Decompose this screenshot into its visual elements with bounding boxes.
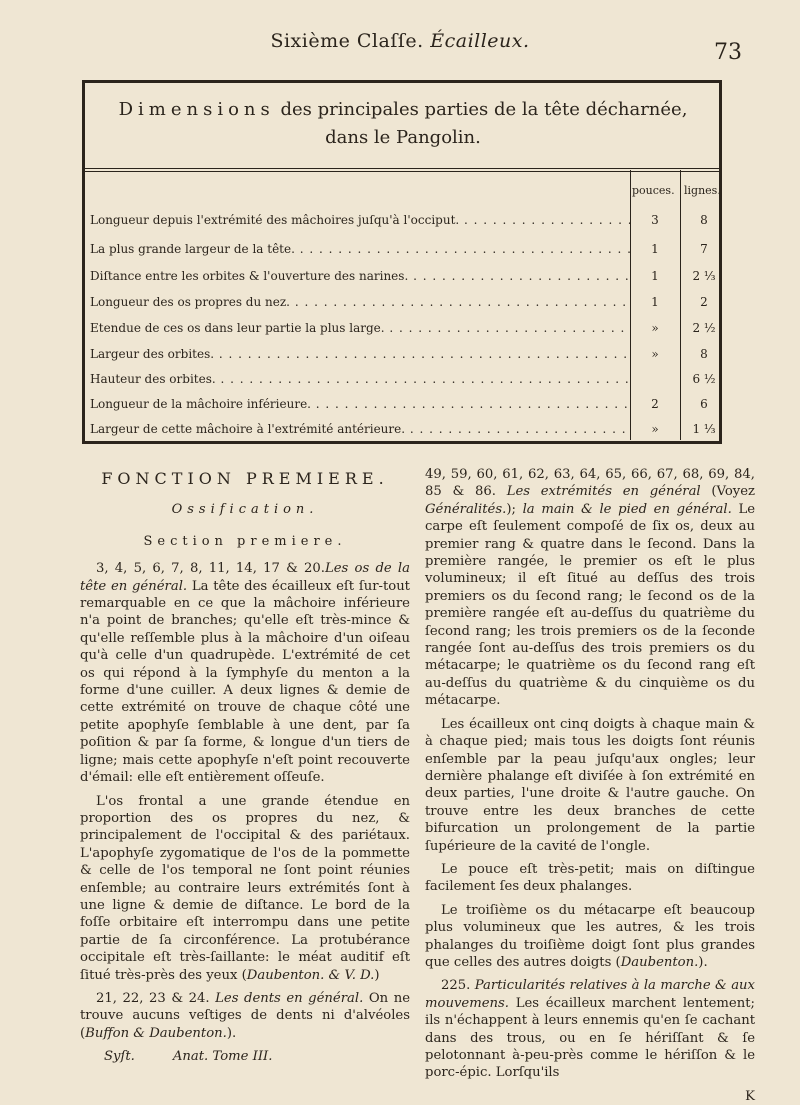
subject-italic: la main & le pied en général. [522,501,732,517]
row-lignes: 1 ⅓ [692,422,716,436]
right-column [425,466,755,1105]
paragraph [80,560,410,786]
reference-numbers: 225. [441,978,471,994]
table-header-rule-2 [85,171,719,172]
subject-italic: Les extrémités en général [506,484,701,500]
paragraph-text: Le pouce eſt très-petit; mais on diſtingue facilement ſes deux phalanges. [425,861,755,895]
table-title [98,96,708,152]
citation-italic: Buffon & Daubenton. [85,1025,227,1041]
row-label: Longueur des os propres du nez. . . . [90,290,630,314]
table-row [90,290,720,314]
table-row [90,208,720,232]
row-lignes: 6 ½ [692,372,716,386]
paragraph-text: On ne trouve aucuns veſtiges de dents ni d'alvéoles ( [80,990,410,1041]
signature-right: Anat. Tome III. [172,1049,273,1065]
paragraph [80,793,410,984]
row-lignes: 6 [700,397,708,411]
row-label: Diſtance entre les orbites & l'ouverture des narines. . . . [90,264,630,288]
row-label: Longueur de la mâchoire inférieure. . . . [90,392,630,416]
table-row [90,342,720,366]
column-header-lignes: lignes. [684,184,721,197]
table-row [90,237,720,261]
row-lignes: 8 [700,347,708,361]
reference-numbers: 3, 4, 5, 6, 7, 8, 11, 14, 17 & 20. [96,561,325,577]
row-pouces: » [651,321,659,335]
row-pouces: 2 [651,397,659,411]
paragraph-text: Les écailleux ont cinq doigts à chaque main & à chaque pied; mais tous les doigts ſont réunis enſemble par la peau juſqu'aux ongles; leur dernière phalange eſt diviſée à ſon extrémité en deux parties, l'une droite & l'autre gauche. On trouve entre les deux branches de cette bifurcation un prolongement de la partie ſupérieure de la cavité de l'ongle. [425,716,755,854]
row-label: La plus grande largeur de la tête. . . . [90,237,630,261]
paren-text: (Voyez [711,484,755,500]
signature-left: Syſt. [104,1049,135,1065]
row-pouces: » [651,347,659,361]
left-column [80,470,410,1066]
subject-italic: Les os de la tête en général. [80,561,410,594]
citation-italic: Daubenton. [620,954,699,970]
paragraph-text: L'os frontal a une grande étendue en proportion des os propres du nez, & principalement de l'occipital & des pariétaux. L'apophyſe zygomatique de l'os de la pommette & celle de l'os temporal ne ſont point réunies enſemble; au contraire leurs extrémités ſont à une ligne & demie de diſtance. Le bord de la foſſe orbitaire eſt interrompu dans une petite partie de ſa circonférence. La protubérance occipitale eſt très-ſaillante: le méat auditif eſt ſitué très-près des yeux ( [80,793,410,983]
table-title-rest: des principales parties de la tête décharnée, dans le Pangolin. [280,99,688,148]
table-row [90,417,720,441]
signature-line [80,1048,410,1065]
row-label: Etendue de ces os dans leur partie la plus large. . . . [90,316,630,340]
paragraph [425,716,755,855]
row-label: Largeur des orbites. . . . [90,342,630,366]
row-label: Longueur depuis l'extrémité des mâchoires juſqu'à l'occiput. . . . [90,208,630,232]
paragraph-end: ). [226,1025,237,1041]
row-pouces: 1 [651,295,659,309]
row-lignes: 8 [700,213,708,227]
running-head-text: Sixième Claſſe. [270,30,424,52]
table-row [90,316,720,340]
page-number: 73 [714,40,742,65]
paragraph-end: ) [374,967,380,983]
paragraph [425,902,755,972]
table-row [90,264,720,288]
reference-numbers: 49, 59, 60, 61, 62, 63, 64, 65, 66, 67, 68, 69, 84, 85 & 86. [425,467,755,500]
row-lignes: 2 ½ [692,321,716,335]
table-title-caps: Dimensions [118,99,275,120]
heading-fonction: FONCTION PREMIERE. [101,469,389,488]
table-row [90,392,720,416]
heading-section: Section premiere. [143,533,347,549]
subject-italic: Particularités relatives à la marche & aux mouvemens. [425,978,755,1011]
paragraph [425,977,755,1081]
row-lignes: 7 [700,242,708,256]
subject-italic: Les dents en général. [215,990,364,1006]
citation-italic: Daubenton. & V. D. [246,967,375,983]
paragraph-text: La tête des écailleux eſt ſur-tout remarquable en ce que la mâchoire inférieure n'a point de branches; qu'elle eſt très-mince & qu'elle reſſemble plus à la mâchoire d'un oiſeau qu'à celle d'un quadrupède. L'extrémité de cet os qui répond à la ſymphyſe du menton a la forme d'une cuiller. A deux lignes & demie de cette extrémité on trouve de chaque côté une petite apophyſe ſemblable à une dent, par ſa poſition & par ſa forme, & longue d'un tiers de ligne; mais cette apophyſe n'eſt point recouverte d'émail: elle eſt entièrement oſſeuſe. [80,578,410,786]
column-header-pouces: pouces. [632,184,675,197]
crossref-italic: Généralités. [425,501,507,517]
running-head-italic: Écailleux. [430,30,530,52]
row-lignes: 2 ⅓ [692,269,716,283]
paragraph [80,990,410,1042]
row-label: Hauteur des orbites. . . . [90,367,630,391]
row-pouces: 1 [651,269,659,283]
catchword: K [745,1088,755,1104]
row-label: Largeur de cette mâchoire à l'extrémité antérieure. . . . [90,417,630,441]
row-pouces: » [651,422,659,436]
paragraph [425,861,755,896]
table-header-rule [85,168,719,169]
paragraph-text: Le carpe eſt ſeulement compoſé de ſix os, deux au premier rang & quatre dans le ſecond. Dans la première rangée, le premier os eſt le plus volumineux; il eſt ſitué au deſſus des trois premiers os du ſecond rang; le ſecond os de la première rangée eſt au-deſſus du quatrième du ſecond rang; les trois premiers os de la ſeconde rangée ſont au-deſſus des trois premiers os du métacarpe; le quatrième os du ſecond rang eſt au-deſſus du quatrième & du cinquième os du métacarpe. [425,501,755,709]
reference-numbers: 21, 22, 23 & 24. [96,990,210,1006]
paren-end: ); [506,501,516,517]
paragraph-end: ). [698,954,708,970]
table-bottom-rule [82,441,722,444]
heading-ossification: Ossification. [171,502,319,518]
table-row [90,367,720,391]
paragraph-text: Les écailleux marchent lentement; ils n'échappent à leurs ennemis qu'en ſe cachant dans des trous, ou en ſe hériſſant & ſe pelotonnant à-peu-près comme le hériſſon & le porc-épic. Lorſqu'ils [425,995,755,1081]
row-pouces: 3 [651,213,659,227]
running-head [0,30,800,52]
row-pouces: 1 [651,242,659,256]
paragraph-text: Le troiſième os du métacarpe eſt beaucoup plus volumineux que les autres, & les trois phalanges du troiſième doigt ſont plus grandes que celles des autres doigts ( [425,902,755,970]
row-lignes: 2 [700,295,708,309]
paragraph [425,466,755,710]
